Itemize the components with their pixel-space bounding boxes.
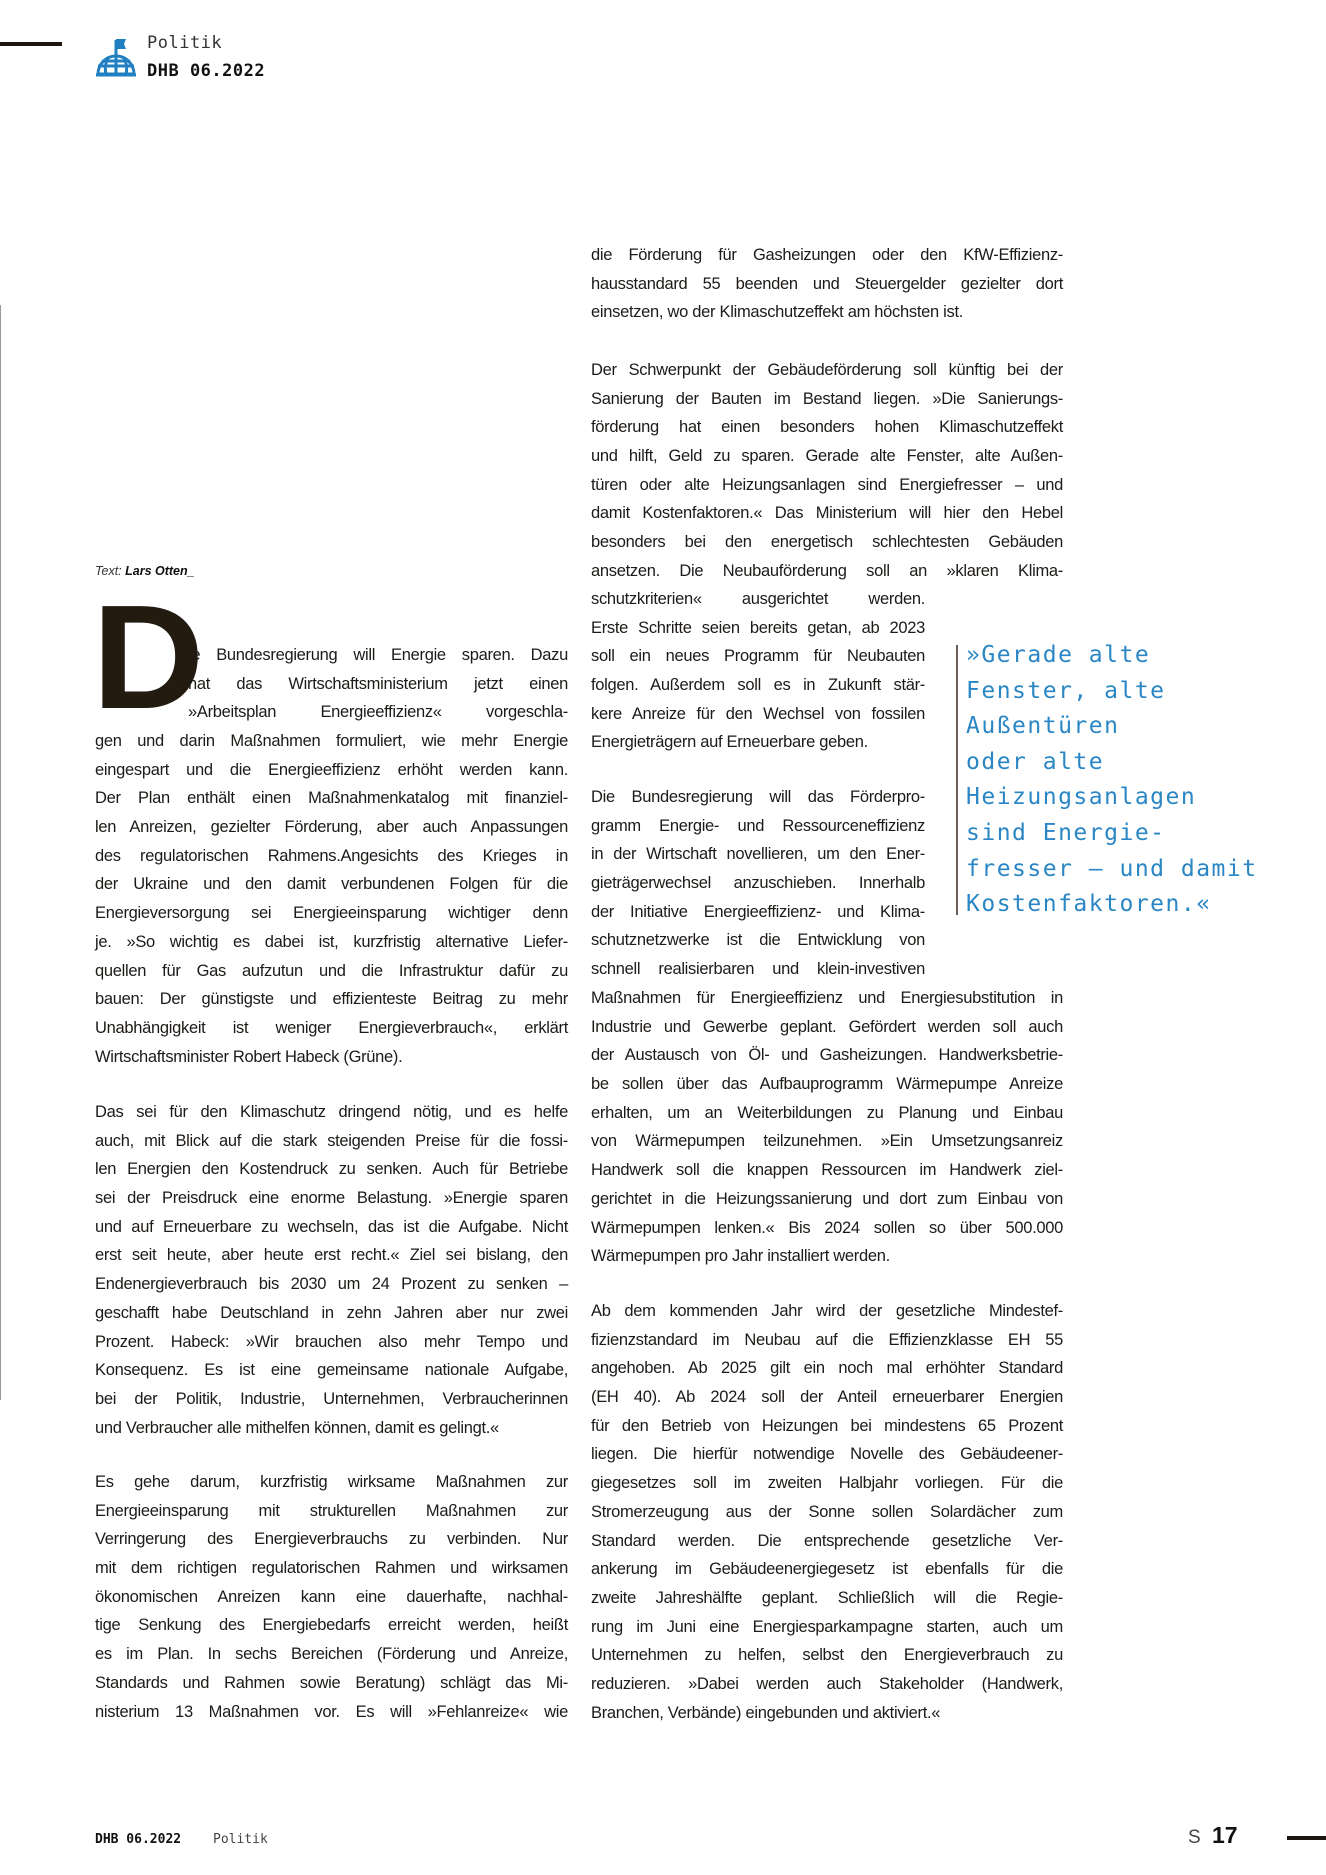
paragraph [591,356,1063,586]
text-line: Stromerzeugung aus der Sonne sollen Solardächer zum [591,1502,1063,1521]
text-line: Maßnahmen für Energieeffizienz und Energiesubstitution in [591,989,1063,1007]
pull-quote-rule [956,645,958,915]
text-line: Die Bundesregierung will das Förderpro- [591,788,925,806]
text-line: Unabhängigkeit ist weniger Energieverbrauch«, erklärt [95,1018,568,1037]
text-line: geschafft habe Deutschland in zehn Jahren aber nur zwei [95,1303,568,1322]
text-line: ökonomischen Anreizen kann eine dauerhafte, nachhal- [95,1587,568,1606]
drop-cap: D [92,575,205,740]
header-issue: DHB 06.2022 [147,61,266,81]
text-line: hausstandard 55 beenden und Steuergelder gezielter dort [591,274,1063,293]
text-line: und Verbraucher alle mithelfen können, damit es gelingt.« [95,1418,499,1437]
top-left-rule [0,42,62,46]
page-prefix: S [1188,1827,1201,1848]
text-line: gieträgerwechsel anzuschieben. Innerhalb [591,874,925,893]
paragraph [95,1468,568,1726]
text-line: es im Plan. In sechs Bereichen (Förderung und Anreize, [95,1645,568,1664]
byline-prefix: Text: [95,564,122,578]
text-line: Energieeinsparung mit strukturellen Maßnahmen zur [95,1501,568,1520]
pull-quote-line: »Gerade alte [966,642,1151,668]
text-line: Energieträgern auf Erneuerbare geben. [591,733,868,752]
paragraph [591,984,1063,1271]
footer-section: Politik [213,1832,268,1847]
pull-quote-line: fresser – und damit [966,855,1258,882]
text-line: folgen. Außerdem soll es in Zukunft stär- [591,676,925,695]
text-line: Industrie und Gewerbe geplant. Gefördert werden soll auch [591,1017,1063,1036]
text-line: Wärmepumpen lenken.« Bis 2024 sollen so über 500.000 [591,1218,1063,1237]
text-line: Sanierung der Bauten im Bestand liegen. »Die Sanierungs- [591,389,1063,408]
text-line: bauen: Der günstigste und effizienteste Beitrag zu mehr [95,990,568,1009]
text-line: soll ein neues Programm für Neubauten [591,647,925,666]
footer-issue: DHB 06.2022 [95,1832,182,1847]
text-line: Endenergieverbrauch bis 2030 um 24 Prozent zu senken – [95,1275,568,1294]
pull-quote-line: oder alte [966,748,1105,775]
text-line: eingespart und die Energieeffizienz erhöht werden kann. [95,760,568,779]
text-line: einsetzen, wo der Klimaschutzeffekt am höchsten ist. [591,303,964,322]
text-line: rung im Juni eine Energiesparkampagne starten, auch um [591,1617,1063,1636]
text-line: und auf Erneuerbare zu wechseln, das ist die Aufgabe. Nicht [95,1217,568,1236]
text-line: Verringerung des Energieverbrauchs zu verbinden. Nur [95,1530,568,1549]
text-line: damit Kostenfaktoren.« Das Ministerium will hier den Hebel [591,504,1063,523]
text-line: mit dem richtigen regulatorischen Rahmen und wirksamen [95,1559,568,1578]
text-line: angehoben. Ab 2025 gilt ein noch mal erhöhter Standard [591,1359,1063,1378]
paragraph [188,641,568,727]
text-line: besonders bei den energetisch schlechtesten Gebäuden [591,533,1063,552]
text-line: auch, mit Blick auf die stark steigenden Preise für die fossi- [95,1131,568,1150]
text-line: nisterium 13 Maßnahmen vor. Es will »Fehlanreize« wie [95,1702,568,1721]
text-line: ansetzen. Die Neubauförderung soll an »klaren Klima- [591,561,1063,580]
text-line: be sollen über das Aufbauprogramm Wärmepumpe Anreize [591,1075,1063,1094]
text-line: in der Wirtschaft novellieren, um den Ener- [591,845,925,864]
text-line: des regulatorischen Rahmens.Angesichts des Krieges in [95,846,568,865]
text-line: Branchen, Verbände) eingebunden und aktiviert.« [591,1703,941,1722]
text-line: die Förderung für Gasheizungen oder den KfW-Effizienz- [591,246,1063,264]
text-line: förderung hat einen besonders hohen Klimaschutzeffekt [591,418,1063,437]
text-line: zweite Jahreshälfte geplant. Schließlich will die Regie- [591,1588,1063,1607]
text-line: quellen für Gas aufzutun und die Infrastruktur dafür zu [95,961,568,980]
pull-quote-line: Heizungsanlagen [966,784,1197,811]
text-line: Ab dem kommenden Jahr wird der gesetzliche Mindestef- [591,1302,1063,1320]
pull-quote-line: Kostenfaktoren.« [966,891,1212,918]
text-line: gerichtet in die Heizungssanierung und dort zum Einbau von [591,1189,1063,1208]
text-line: liegen. Die hierfür notwendige Novelle des Gebäudeener- [591,1445,1063,1464]
text-line: reduzieren. »Dabei werden auch Stakeholder (Handwerk, [591,1674,1063,1693]
paragraph [95,727,568,1071]
text-line: Es gehe darum, kurzfristig wirksame Maßnahmen zur [95,1473,568,1491]
text-line: Konsequenz. Es ist eine gemeinsame nationale Aufgabe, [95,1361,568,1380]
pull-quote-line: sind Energie- [966,819,1166,846]
paragraph [591,1297,1063,1727]
text-line: Der Schwerpunkt der Gebäudeförderung soll künftig bei der [591,361,1063,379]
text-line: Prozent. Habeck: »Wir brauchen also mehr Tempo und [95,1332,568,1351]
text-line: der Initiative Energieeffizienz- und Klima- [591,902,925,921]
text-line: ankerung im Gebäudeenergiegesetz ist ebenfalls für die [591,1560,1063,1579]
text-line: Standard werden. Die entsprechende gesetzliche Ver- [591,1531,1063,1550]
text-line: »Arbeitsplan Energieeffizienz« vorgeschla- [188,703,568,722]
text-line: Wärmepumpen pro Jahr installiert werden. [591,1247,890,1266]
text-line: ie Bundesregierung will Energie sparen. Dazu [188,646,568,664]
text-line: erhalten, um an Weiterbildungen zu Planung und Einbau [591,1103,1063,1122]
paragraph [591,783,925,984]
text-line: tige Senkung des Energiebedarfs erreicht werden, heißt [95,1616,568,1635]
pull-quote-line: Außentüren [966,713,1120,740]
text-line: len Anreizen, gezielter Förderung, aber auch Anpassungen [95,818,568,837]
paragraph [95,1098,568,1442]
pull-quote-line: Fenster, alte [966,677,1166,704]
page-number: 17 [1212,1822,1238,1848]
text-line: giegesetzes soll im zweiten Halbjahr vorliegen. Für die [591,1474,1063,1493]
text-line: fizienzstandard im Neubau auf die Effizienzklasse EH 55 [591,1330,1063,1349]
text-line: schutzkriterien« ausgerichtet werden. [591,590,925,608]
text-line: gen und darin Maßnahmen formuliert, wie mehr Energie [95,732,568,750]
text-line: von Wärmepumpen teilzunehmen. »Ein Umsetzungsanreiz [591,1132,1063,1151]
text-line: und hilft, Geld zu sparen. Gerade alte Fenster, alte Außen- [591,447,1063,466]
text-line: len Energien den Kostendruck zu senken. Auch für Betriebe [95,1160,568,1179]
header-section: Politik [147,33,223,53]
byline-author: Lars Otten_ [125,564,195,578]
text-line: Wirtschaftsminister Robert Habeck (Grüne). [95,1047,403,1066]
text-line: je. »So wichtig es dabei ist, kurzfristig alternative Liefer- [95,932,568,951]
text-line: schnell realisierbaren und klein-investiven [591,960,925,979]
text-line: für den Betrieb von Heizungen bei mindestens 65 Prozent [591,1416,1063,1435]
text-line: sei der Preisdruck eine enorme Belastung. »Energie sparen [95,1189,568,1208]
text-line: Energieversorgung sei Energieeinsparung wichtiger denn [95,904,568,923]
paragraph [591,241,1063,327]
text-line: Erste Schritte seien bereits getan, ab 2023 [591,618,925,637]
text-line: erst seit heute, aber heute erst recht.« Ziel sei bislang, den [95,1246,568,1265]
text-line: Standards und Rahmen sowie Beratung) schlägt das Mi- [95,1673,568,1692]
text-line: kere Anreize für den Wechsel von fossilen [591,704,925,723]
page-edge-rule [0,305,1,1400]
text-line: Der Plan enthält einen Maßnahmenkatalog mit finanziel- [95,789,568,808]
text-line: der Ukraine und den damit verbundenen Folgen für die [95,875,568,894]
text-line: (EH 40). Ab 2024 soll der Anteil erneuerbarer Energien [591,1388,1063,1407]
pull-quote [966,638,1258,923]
text-line: gramm Energie- und Ressourceneffizienz [591,816,925,835]
text-line: Das sei für den Klimaschutz dringend nötig, und es helfe [95,1103,568,1121]
text-line: hat das Wirtschaftsministerium jetzt einen [188,674,568,693]
text-line: bei der Politik, Industrie, Unternehmen, Verbraucherinnen [95,1389,568,1408]
text-line: der Austausch von Öl- und Gasheizungen. Handwerksbetrie- [591,1046,1063,1065]
paragraph [591,585,925,757]
text-line: Unternehmen zu helfen, selbst den Energieverbrauch zu [591,1646,1063,1665]
bottom-right-rule [1287,1836,1326,1840]
text-line: Handwerk soll die knappen Ressourcen im Handwerk ziel- [591,1161,1063,1180]
text-line: schutznetzwerke ist die Entwicklung von [591,931,925,950]
text-line: türen oder alte Heizungsanlagen sind Energiefresser – und [591,475,1063,494]
globe-dome-flag-icon [94,36,138,78]
